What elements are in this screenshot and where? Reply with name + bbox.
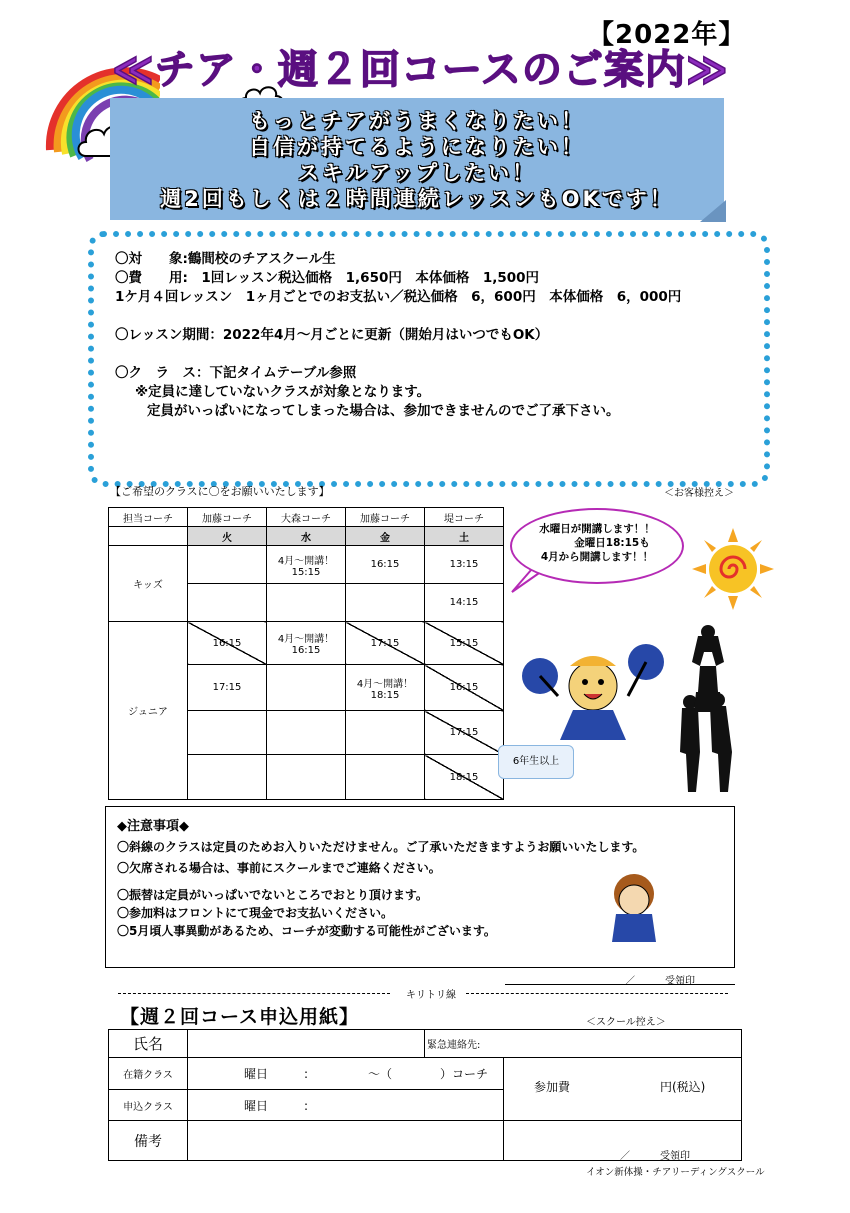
page-title: ≪チア・週２回コースのご案内≫	[112, 47, 729, 93]
year-label: 【2022年】	[588, 20, 746, 50]
coach-name: 加藤コーチ	[346, 508, 425, 527]
customer-copy-label: ＜お客様控え＞	[664, 488, 734, 499]
day-header: 水	[267, 527, 346, 546]
junior-label: ジュニア	[109, 622, 188, 800]
receipt-field	[504, 1121, 742, 1161]
school-copy-label: ＜スクール控え＞	[586, 1017, 666, 1028]
remarks-field[interactable]	[188, 1121, 504, 1161]
info-monthly: 1ケ月４回レッスン 1ヶ月ごとでのお支払い／税込価格 6，600円 本体価格 6，000円	[115, 289, 682, 305]
notes-text	[117, 816, 644, 942]
cheerleader-icon	[518, 636, 668, 746]
speech-bubble	[510, 508, 684, 584]
slot-cell[interactable]: 4月～開講！ 16:15	[267, 622, 346, 665]
coach-name: 大森コーチ	[267, 508, 346, 527]
bubble-line: 水曜日が開講します！！	[539, 523, 655, 535]
receipt-label: ／ 受領印	[625, 976, 695, 987]
apply-label: 申込クラス	[109, 1090, 188, 1121]
day-header: 金	[346, 527, 425, 546]
coach-name: 加藤コーチ	[188, 508, 267, 527]
bubble-line: 4月から開講します！！	[540, 551, 654, 563]
bowing-child-icon	[604, 872, 664, 944]
slot-cell[interactable]: 17:15	[188, 665, 267, 711]
slot-cell[interactable]	[346, 584, 425, 622]
slot-cell[interactable]	[188, 584, 267, 622]
form-title: 【週２回コース申込用紙】	[120, 1006, 360, 1028]
slot-cell[interactable]	[267, 711, 346, 755]
slot-cell[interactable]: 4月～開講！ 18:15	[346, 665, 425, 711]
banner-line: 自信が持てるようになりたい！	[249, 135, 585, 159]
remarks-label: 備考	[109, 1121, 188, 1161]
fee-unit: 円(税込)	[660, 1080, 706, 1094]
note-item: 〇欠席される場合は、事前にスクールまでご連絡ください。	[117, 861, 441, 875]
banner-line: スキルアップしたい！	[297, 161, 537, 185]
cut-line	[466, 993, 728, 994]
slot-cell[interactable]: 14:15	[425, 584, 504, 622]
info-note2: 定員がいっぱいになってしまった場合は、参加できませんのでご了承下さい。	[147, 403, 620, 419]
enrolled-field[interactable]: 曜日 : ～（ ）コーチ	[188, 1058, 504, 1090]
kids-label: キッズ	[109, 546, 188, 622]
info-target: 〇対 象:鶴間校のチアスクール生	[115, 251, 336, 267]
note-item: 〇斜線のクラスは定員のためお入りいただけません。ご了承いただきますようお願いいたします。	[117, 840, 645, 854]
info-text	[115, 250, 681, 421]
application-form	[108, 1029, 742, 1161]
name-label: 氏名	[109, 1030, 188, 1058]
emergency-label: 緊急連絡先:	[427, 1040, 481, 1051]
apply-field[interactable]: 曜日 :	[188, 1090, 504, 1121]
banner-text	[110, 108, 724, 212]
bubble-line: 金曜日18:15も	[574, 537, 650, 549]
note-item: 〇振替は定員がいっぱいでないところでおとり頂けます。	[117, 888, 428, 902]
slot-cell-full: 16:15	[425, 665, 504, 711]
timetable	[108, 507, 504, 800]
slot-cell[interactable]	[267, 755, 346, 800]
slot-cell[interactable]: 13:15	[425, 546, 504, 584]
banner-line: もっとチアがうまくなりたい！	[249, 109, 585, 133]
day-header: 土	[425, 527, 504, 546]
slot-cell[interactable]	[267, 584, 346, 622]
slot-cell-full: 17:15	[425, 711, 504, 755]
notes-heading: ◆注意事項◆	[117, 819, 189, 834]
slot-cell[interactable]	[267, 665, 346, 711]
coach-header: 担当コーチ	[109, 508, 188, 527]
coach-name: 堤コーチ	[425, 508, 504, 527]
slot-cell[interactable]	[188, 711, 267, 755]
slot-cell-full: 17:15	[346, 622, 425, 665]
banner-line: 週2回もしくは２時間連続レッスンもOKです！	[160, 187, 674, 211]
slot-cell[interactable]	[188, 755, 267, 800]
fee-label: 参加費	[534, 1080, 571, 1094]
day-header: 火	[188, 527, 267, 546]
slot-cell[interactable]	[346, 711, 425, 755]
note-item: 〇参加料はフロントにて現金でお支払いください。	[117, 906, 394, 920]
info-fee: 〇費 用: 1回レッスン税込価格 1,650円 本体価格 1,500円	[115, 270, 540, 286]
receipt-label: ／ 受領印	[620, 1151, 690, 1162]
grade-callout: 6年生以上	[498, 745, 574, 779]
info-class: 〇ク ラ ス：下記タイムテーブル参照	[115, 365, 357, 381]
fee-field[interactable]	[504, 1058, 742, 1121]
enrolled-label: 在籍クラス	[109, 1058, 188, 1090]
info-note1: ※定員に達していないクラスが対象となります。	[135, 384, 431, 400]
stunt-silhouette-icon	[668, 622, 742, 798]
receipt-line	[505, 984, 735, 985]
note-item: 〇5月頃人事異動があるため、コーチが変動する可能性がございます。	[117, 924, 496, 938]
footer-school-name: イオン新体操・チアリーディングスクール	[586, 1167, 765, 1178]
slot-cell[interactable]	[188, 546, 267, 584]
slot-cell-full: 15:15	[425, 622, 504, 665]
emergency-field[interactable]	[425, 1030, 742, 1058]
cut-line-label: キリトリ線	[406, 990, 456, 1001]
name-field[interactable]	[188, 1030, 425, 1058]
cut-line	[118, 993, 390, 994]
slot-cell-full: 16:15	[188, 622, 267, 665]
slot-cell[interactable]	[346, 755, 425, 800]
slot-cell[interactable]: 4月～開講！ 15:15	[267, 546, 346, 584]
slot-cell[interactable]: 16:15	[346, 546, 425, 584]
sun-icon	[692, 528, 774, 610]
info-period: 〇レッスン期間：2022年4月～月ごとに更新（開始月はいつでもOK）	[115, 327, 549, 343]
table-caption: 【ご希望のクラスに〇をお願いいたします】	[110, 485, 330, 498]
slot-cell-full: 18:15	[425, 755, 504, 800]
